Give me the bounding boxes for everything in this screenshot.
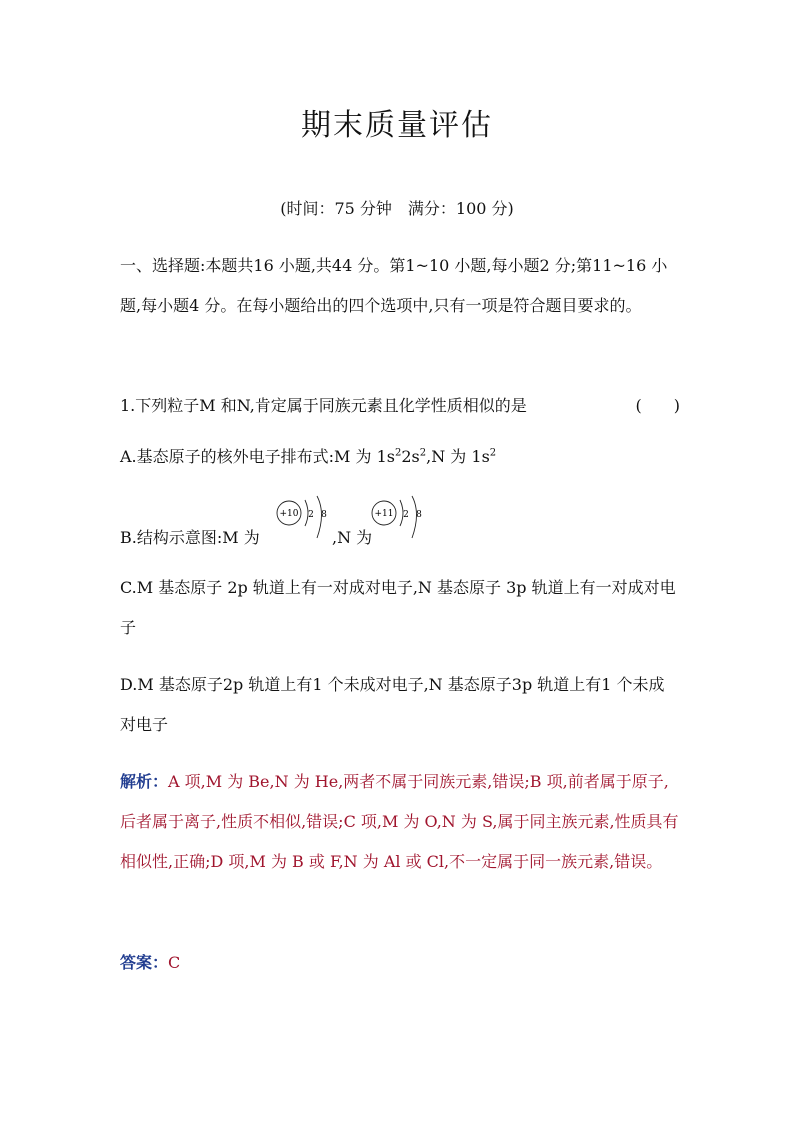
exam-meta: (时间：75 分钟 满分：100 分) (280, 199, 514, 218)
option-a-sup3: 2 (489, 447, 497, 459)
option-b-mid: ,N 为 (332, 528, 373, 547)
analysis-label: 解析： (120, 772, 169, 791)
option-a-mid: 2s (401, 447, 420, 466)
answer-block (120, 943, 680, 983)
page-title: 期末质量评估 (301, 108, 493, 143)
answer-paren: ( ) (635, 396, 680, 415)
option-a-sup2: 2 (419, 447, 427, 459)
question-stem-text: 1.下列粒子M 和N,肯定属于同族元素且化学性质相似的是 (120, 396, 527, 415)
analysis-text: A 项,M 为 Be,N 为 He,两者不属于同族元素,错误;B 项,前者属于原子,后者属于离子,性质不相似,错误;C 项,M 为 O,N 为 S,属于同主族元素,性质具有相似性,正确;D 项,M 为 B 或 F,N 为 Al 或 Cl,不一定属于同一族元素,错误。 (120, 772, 679, 871)
option-b-prefix: B.结构示意图:M 为 (120, 528, 260, 547)
option-a-rest: ,N 为 1s (426, 447, 490, 466)
option-a (120, 437, 680, 477)
option-a-sup1: 2 (394, 447, 402, 459)
answer-label: 答案： (120, 953, 169, 972)
section-heading: 一、选择题:本题共16 小题,共44 分。第1~10 小题,每小题2 分;第11~16 小题,每小题4 分。在每小题给出的四个选项中,只有一项是符合题目要求的。 (120, 256, 668, 315)
option-c: C.M 基态原子 2p 轨道上有一对成对电子,N 基态原子 3p 轨道上有一对成对电子 (120, 578, 676, 637)
atom-diagram-m (275, 494, 335, 544)
option-b (120, 502, 680, 562)
atom-n-shell1-label: 2 (403, 510, 409, 520)
analysis-block (120, 762, 680, 882)
atom-m-nucleus-label: +10 (279, 509, 299, 519)
atom-diagram-n (370, 494, 430, 544)
answer-value: C (168, 953, 181, 972)
option-a-prefix: A.基态原子的核外电子排布式:M 为 1s (120, 447, 395, 466)
question-stem (120, 386, 680, 426)
atom-m-shell1-label: 2 (308, 510, 314, 520)
atom-m-shell2-label: 8 (321, 510, 327, 520)
option-d: D.M 基态原子2p 轨道上有1 个未成对电子,N 基态原子3p 轨道上有1 个未成对电子 (120, 675, 665, 734)
atom-n-shell2-label: 8 (416, 510, 422, 520)
atom-n-nucleus-label: +11 (374, 509, 394, 519)
